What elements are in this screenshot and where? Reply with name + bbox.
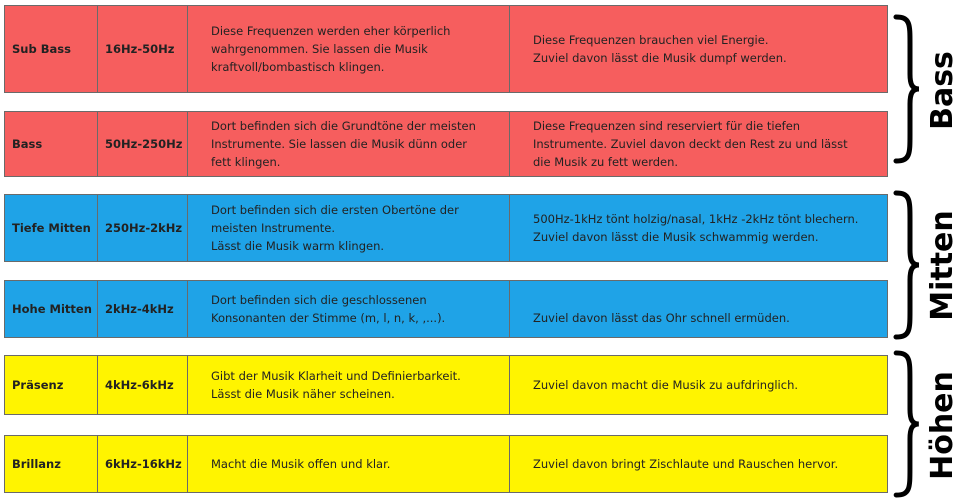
brace-hoehen-icon [892, 350, 922, 498]
band-range: 50Hz-250Hz [98, 112, 188, 176]
table-row-sub-bass [4, 5, 888, 93]
band-name: Tiefe Mitten [5, 195, 98, 261]
band-range: 6kHz-16kHz [98, 436, 188, 492]
group-label-hoehen: Höhen [924, 370, 960, 480]
band-note: Zuviel davon bringt Zischlaute und Rauschen hervor. [533, 457, 839, 471]
table-row-brillanz [4, 435, 888, 493]
group-label-bass: Bass [924, 50, 960, 130]
band-range: 16Hz-50Hz [98, 6, 188, 92]
table-row-tiefe-mitten [4, 194, 888, 262]
table-row-bass [4, 111, 888, 177]
band-effect: Dort befinden sich die Grundtöne der meisten Instrumente. Sie lassen die Musik dünn oder fett klingen. [188, 112, 510, 176]
band-effect: Dort befinden sich die ersten Obertöne der meisten Instrumente. Lässt die Musik warm klingen. [188, 195, 510, 261]
band-range: 2kHz-4kHz [98, 281, 188, 337]
band-name: Hohe Mitten [5, 281, 98, 337]
band-note: Zuviel davon macht die Musik zu aufdringlich. [533, 378, 799, 392]
brace-mitten-icon [892, 190, 922, 340]
band-effect: Dort befinden sich die geschlossenen Konsonanten der Stimme (m, l, n, k, ,...). [188, 281, 510, 337]
band-name: Brillanz [5, 436, 98, 492]
band-range: 4kHz-6kHz [98, 356, 188, 414]
band-note: Diese Frequenzen sind reserviert für die tiefen Instrumente. Zuviel davon deckt den Rest zu und lässt die Musik zu fett werden. [533, 119, 848, 169]
band-name: Bass [5, 112, 98, 176]
table-row-hohe-mitten [4, 280, 888, 338]
band-note: Zuviel davon lässt das Ohr schnell ermüden. [533, 311, 790, 325]
band-effect: Diese Frequenzen werden eher körperlich wahrgenommen. Sie lassen die Musik kraftvoll/bombastisch klingen. [188, 6, 510, 92]
table-row-praesenz [4, 355, 888, 415]
band-range: 250Hz-2kHz [98, 195, 188, 261]
band-name: Präsenz [5, 356, 98, 414]
band-note: 500Hz-1kHz tönt holzig/nasal, 1kHz -2kHz tönt blechern. Zuviel davon lässt die Musik schwammig werden. [533, 212, 859, 244]
band-note: Diese Frequenzen brauchen viel Energie. Zuviel davon lässt die Musik dumpf werden. [533, 33, 787, 65]
band-effect: Macht die Musik offen und klar. [188, 436, 510, 492]
band-effect: Gibt der Musik Klarheit und Definierbarkeit. Lässt die Musik näher scheinen. [188, 356, 510, 414]
band-name: Sub Bass [5, 6, 98, 92]
brace-bass-icon [892, 14, 922, 164]
group-label-mitten: Mitten [924, 209, 960, 321]
